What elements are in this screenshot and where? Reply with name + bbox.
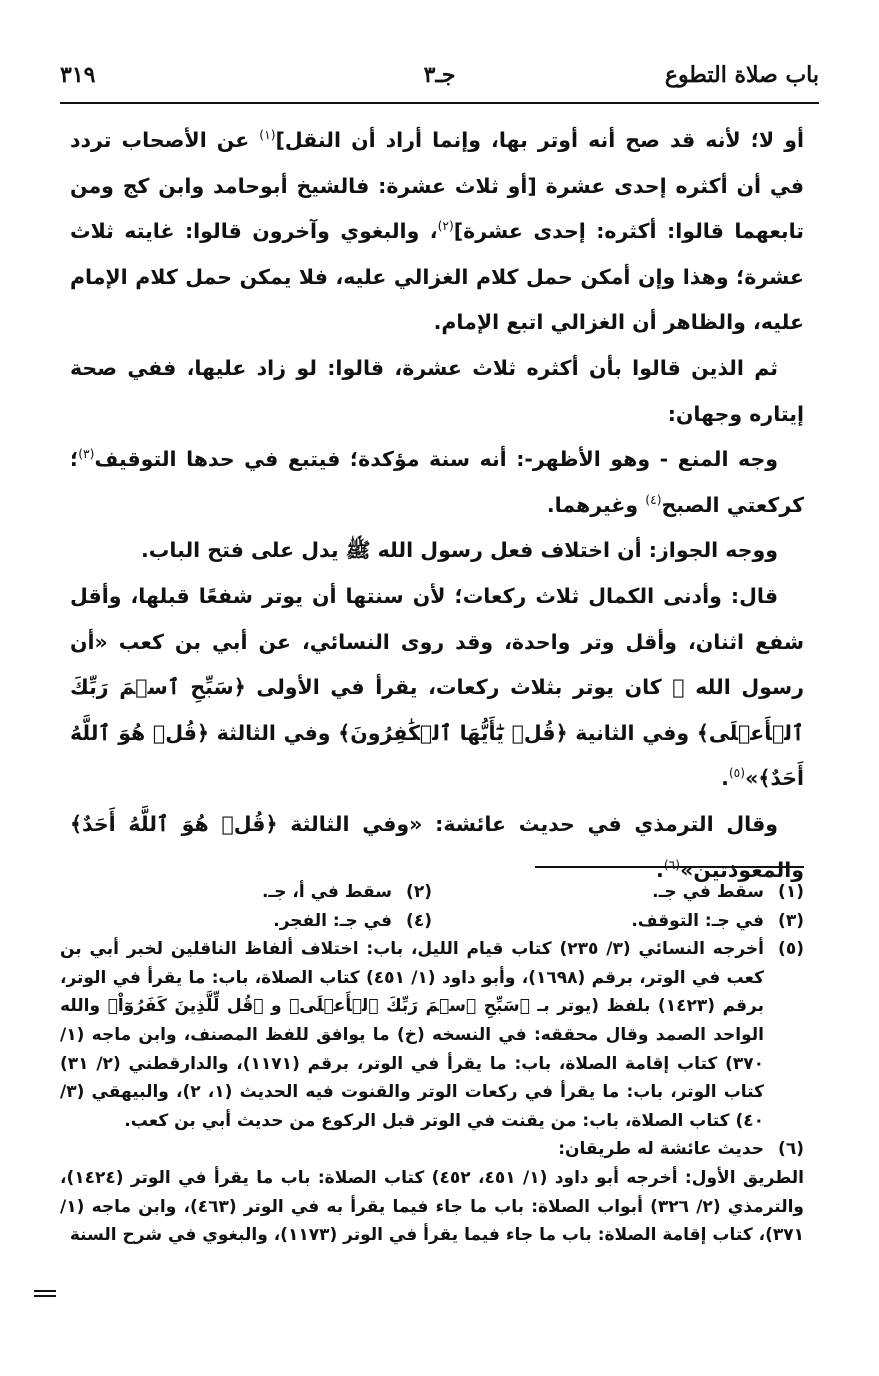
footnote-1 xyxy=(432,878,804,907)
footnote-2 xyxy=(60,878,432,907)
continuation-mark xyxy=(34,1290,56,1292)
footnote-5 xyxy=(60,935,804,1135)
footnote-divider xyxy=(535,866,804,868)
text-run: وقال الترمذي في حديث عائشة: «وفي الثالثة ﴿قُلۡ هُوَ ٱللَّهُ أَحَدٌ﴾ والمعوذتين» xyxy=(70,811,804,882)
header-divider xyxy=(60,102,819,104)
footnote-text: الطريق الأول: أخرجه أبو داود (١/ ٤٥١، ٤٥٢) كتاب الصلاة: باب ما يقرأ في الوتر (١٤٢٤)، والترمذي (٢/ ٣٢٦) أبواب الصلاة: باب ما جاء فيما يقرأ به في الوتر (٤٦٣)، وابن ماجه (١/ ٣٧١)، كتاب إقامة الصلاة: باب ما جاء فيما يقرأ في الوتر (١١٧٣)، والبغوي في شرح السنة xyxy=(60,1167,804,1246)
paragraph-3 xyxy=(70,437,804,528)
footnote-text: أخرجه النسائي (٣/ ٢٣٥) كتاب قيام الليل، باب: اختلاف ألفاظ الناقلين لخبر أبي بن كعب في الوتر، برقم (١٦٩٨)، وأبو داود (١/ ٤٥١) كتاب الصلاة، باب: ما يقرأ في الوتر، برقم (١٤٢٣) بلفظ (يوتر بـ ﴿سَبِّحِ ٱسۡمَ رَبِّكَ ٱلۡأَعۡلَى﴾ و ﴿قُل لِّلَّذِينَ كَفَرُوٓاْ﴾ والله الواحد الصمد وقال محققه: في النسخه (خ) ما يوافق للفظ المصنف، وابن ماجه (١/ ٣٧٠) كتاب إقامة الصلاة، باب: ما يقرأ في الوتر، برقم (١١٧١)، والدارقطني (٢/ ٣١) كتاب الوتر، باب: ما يقرأ في ركعات الوتر والقنوت فيه الحديث (١، ٢)، والبيهقي (٣/ ٤٠) كتاب الصلاة، باب: من يقنت في الوتر قبل الركوع من حديث أبي بن كعب. xyxy=(60,939,765,1131)
footnote-text: سقط في أ، جـ. xyxy=(261,882,392,902)
footnote-text: حديث عائشة له طريقان: xyxy=(558,1139,764,1160)
footnote-text: في جـ: التوقف. xyxy=(631,910,764,931)
footnote-ref: (٦) xyxy=(663,857,681,872)
page-number: ٣١٩ xyxy=(60,62,96,88)
footnotes xyxy=(60,878,804,1250)
footnote-4 xyxy=(60,907,432,936)
text-run: . xyxy=(656,857,664,882)
footnote-ref: (٤) xyxy=(645,492,662,507)
footnote-number: (٦) xyxy=(778,1139,804,1160)
footnote-ref: (٥) xyxy=(728,766,746,781)
footnote-text: سقط في جـ. xyxy=(652,882,764,902)
footnote-row xyxy=(60,878,804,907)
text-run: . xyxy=(721,766,729,791)
paragraph-1 xyxy=(70,118,804,346)
paragraph-4: ووجه الجواز: أن اختلاف فعل رسول الله ﷺ يدل على فتح الباب. xyxy=(140,538,778,563)
text-run: ، والبغوي وآخرون قالوا: غايته ثلاث عشرة؛ وهذا وإن أمكن حمل كلام الغزالي عليه، فلا يمكن حمل كلام الإمام عليه، والظاهر أن الغزالي اتبع الإمام. xyxy=(70,219,804,335)
text-run: وغيرهما. xyxy=(546,492,646,517)
footnote-6-continuation xyxy=(60,1164,804,1250)
footnote-3 xyxy=(432,907,804,936)
paragraph-2: ثم الذين قالوا بأن أكثره ثلاث عشرة، قالوا: لو زاد عليها، ففي صحة إيتاره وجهان: xyxy=(70,355,804,426)
text-run: عن الأصحاب تردد في أن أكثره إحدى عشرة [أو ثلاث عشرة: فالشيخ أبوحامد وابن كج ومن تابعهما قالوا: أكثره: إحدى عشرة] xyxy=(70,128,805,244)
chapter-title: باب صلاة التطوع xyxy=(664,62,819,88)
footnote-6 xyxy=(60,1135,804,1164)
text-run: وجه المنع - وهو الأظهر-: أنه سنة مؤكدة؛ فيتبع في حدها التوقيف xyxy=(94,447,778,472)
paragraph-5 xyxy=(70,574,804,802)
text-run: ؛ كركعتي الصبح xyxy=(70,447,804,517)
footnote-ref: (١) xyxy=(259,128,276,143)
footnote-number: (٤) xyxy=(406,910,432,931)
footnote-number: (٥) xyxy=(778,939,804,960)
footnote-ref: (٢) xyxy=(437,219,454,234)
continuation-mark xyxy=(34,1295,56,1297)
footnote-number: (١) xyxy=(778,882,804,902)
text-run: أو لا؛ لأنه قد صح أنه أوتر بها، وإنما أراد أن النقل] xyxy=(275,128,804,152)
footnote-text: في جـ: الفجر. xyxy=(273,910,392,931)
main-text xyxy=(70,118,804,893)
volume-label: جـ٣ xyxy=(423,62,456,88)
footnote-row xyxy=(60,907,804,936)
page-header xyxy=(60,62,819,96)
text-run: قال: وأدنى الكمال ثلاث ركعات؛ لأن سنتها أن يوتر شفعًا قبلها، وأقل شفع اثنان، وأقل وتر واحدة، وقد روى النسائي، عن أبي بن كعب «أن رسول الله ﷺ كان يوتر بثلاث ركعات، يقرأ في الأولى ﴿سَبِّحِ ٱسۡمَ رَبِّكَ ٱلۡأَعۡلَى﴾ وفي الثانية ﴿قُلۡ يَٰٓأَيُّهَا ٱلۡكَٰفِرُونَ﴾ وفي الثالثة ﴿قُلۡ هُوَ ٱللَّهُ أَحَدٌ﴾» xyxy=(70,583,804,791)
footnote-ref: (٣) xyxy=(78,447,95,462)
footnote-number: (٢) xyxy=(406,882,432,902)
footnote-number: (٣) xyxy=(778,910,804,931)
